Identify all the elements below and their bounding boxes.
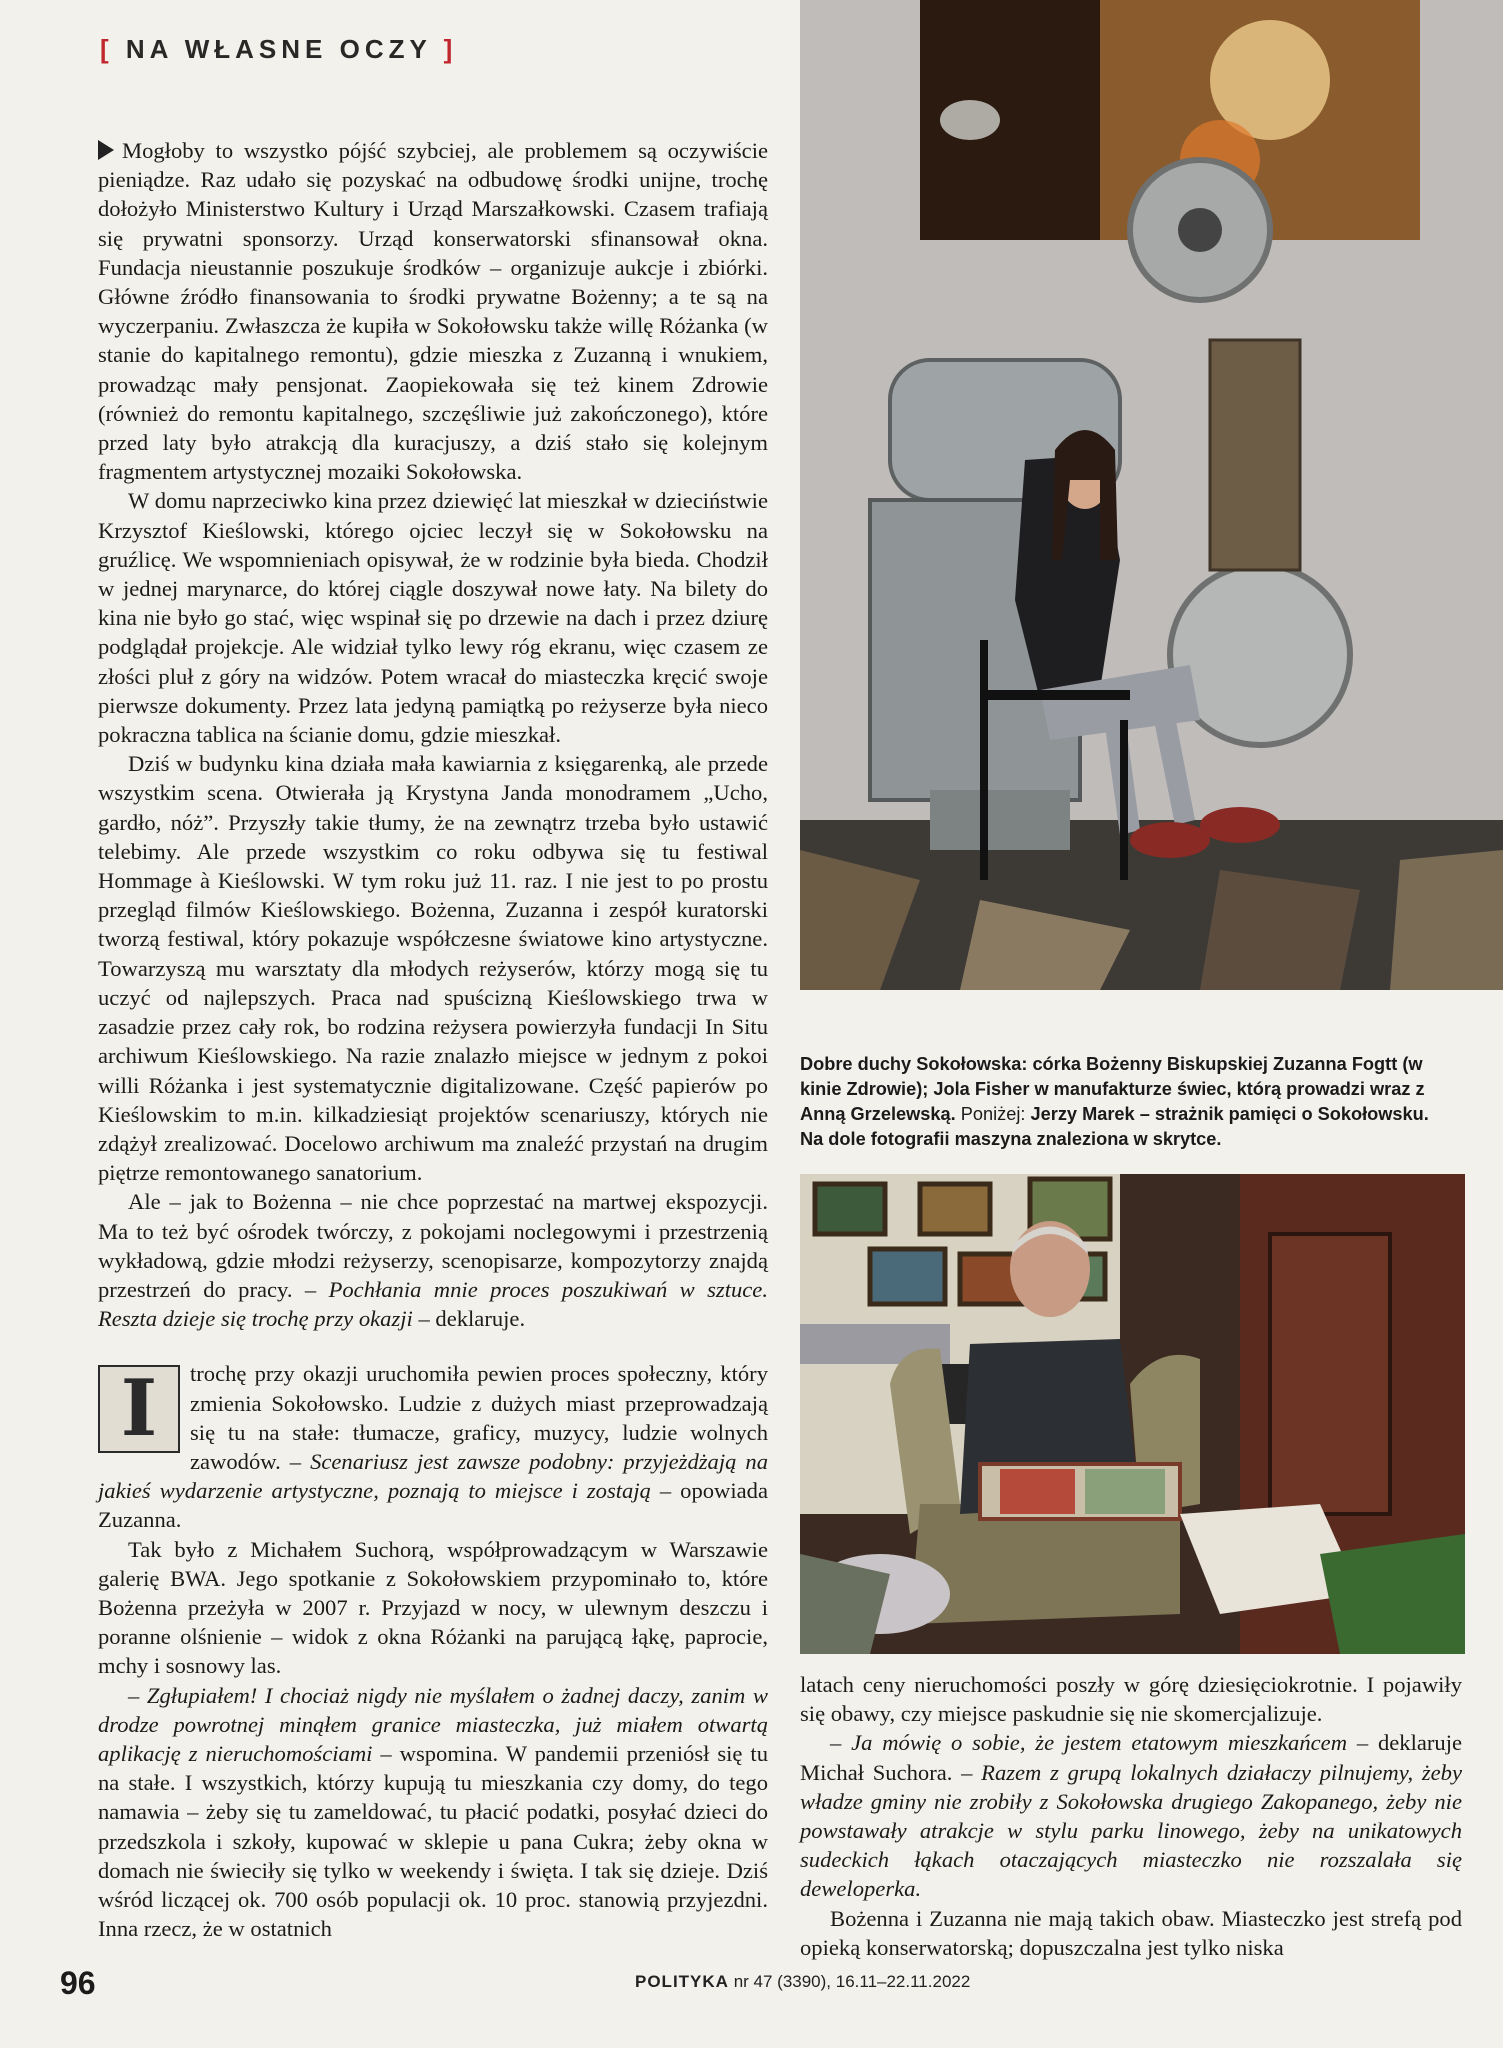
- col2-paragraph-1: latach ceny nieruchomości poszły w górę dziesięciokrotnie. I pojawiły się obawy, czy miejsce paskudnie się nie skomercjalizuje.: [800, 1672, 1462, 1727]
- paragraph-4-text: Ale – jak to Bożenna – nie chce poprzestać na martwej ekspozycji. Ma to też być ośrodek twórczy, z pokojami noclegowymi i przestrzenią wykładową, gdzie młodzi reżyserzy, scenopisarze, kompozytorzy znajdą przestrzeń do pracy. –: [98, 1189, 768, 1302]
- paragraph-4-tail: – deklaruje.: [418, 1306, 526, 1332]
- col2-paragraph-2: [800, 1728, 1462, 1903]
- paragraph-6: Tak było z Michałem Suchorą, współprowadzącym w Warszawie galerię BWA. Jego spotkanie z Sokołowskiem przypominało to, które Bożenna przeżyła w 2007 r. Przyjazd w nocy, w ulewnym deszczu i poranne olśnienie – widok z okna Różanki na parującą łąkę, paprocie, mchy i sosnowy las.: [98, 1536, 768, 1679]
- section-tag: [100, 34, 457, 65]
- main-column: [98, 136, 768, 1943]
- paragraph-5-quote: Scenariusz jest zawsze podobny: przyjeżdżają na jakieś wydarzenie artystyczne, poznają to miejsce i zostają: [98, 1448, 768, 1504]
- magazine-name: POLITYKA: [635, 1972, 729, 1991]
- section-break: [98, 1333, 768, 1359]
- paragraph-1-text: Mogłoby to wszystko pójść szybciej, ale problemem są oczywiście pieniądze. Raz udało się pozyskać na odbudowę środki unijne, trochę dołożyło Ministerstwo Kultury i Urząd Marszałkowski. Czasem trafiają się prywatni sponsorzy. Urząd konserwatorski sfinansował okna. Fundacja nieustannie poszukuje środków – organizuje aukcje i zbiórki. Główne źródło finansowania to środki prywatne Bożenny; a te są na wyczerpaniu. Zwłaszcza że kupiła w Sokołowsku także willę Różanka (w stanie do kapitalnego remontu), gdzie mieszka z Zuzanną i wnukiem, prowadząc mały pensjonat. Zaopiekowała się też kinem Zdrowie (również do remontu kapitalnego, szczęśliwie już zakończonego), które przed laty było atrakcją dla kuracjuszy, a dziś stało się kolejnym fragmentem artystycznej mozaiki Sokołowska.: [98, 138, 768, 485]
- page-number: 96: [60, 1965, 96, 2001]
- col2-quote: – Ja mówię o sobie, że jestem etatowym mieszkańcem: [830, 1730, 1348, 1756]
- photo-projector: [800, 0, 1503, 990]
- section-title: NA WŁASNE OCZY: [125, 34, 432, 64]
- caption-label: Poniżej:: [960, 1104, 1026, 1124]
- col2-paragraph-3: Bożenna i Zuzanna nie mają takich obaw. Miasteczko jest strefą pod opieką konserwatorską; dopuszczalna jest tylko niska: [800, 1905, 1462, 1960]
- paragraph-3: Dziś w budynku kina działa mała kawiarnia z księgarenką, ale przede wszystkim scena. Otwierała ją Krystyna Janda monodramem „Ucho, gardło, nóż”. Przyszły takie tłumy, że na zewnątrz trzeba było ustawić telebimy. Ale przede wszystkim co roku odbywa się tu festiwal Hommage à Kieślowski. W tym roku już 11. raz. I nie jest to po prostu przegląd filmów Kieślowskiego. Bożenna, Zuzanna i zespół kuratorski tworzą festiwal, który pokazuje współczesne światowe kino artystyczne. Towarzyszą mu warsztaty dla młodych reżyserów, którzy mogą się tu uczyć od najlepszych. Praca nad spuścizną Kieślowskiego trwa w zasadzie przez cały rok, bo rodzina reżysera powierzyła fundacji In Situ archiwum Kieślowskiego. Na razie znalazło miejsce w jednym z pokoi willi Różanka i jest systematycznie digitalizowane. Część papierów po Kieślowskim to m.in. kilkadziesiąt projektów scenariuszy, których nie zdążył zrealizować. Docelowo archiwum ma znaleźć przystań na drugim piętrze remontowanego sanatorium.: [98, 751, 768, 1186]
- paragraph-1: [98, 136, 768, 486]
- issue-info: nr 47 (3390), 16.11–22.11.2022: [733, 1972, 971, 1991]
- paragraph-5-tail: – opowiada Zuzanna.: [98, 1478, 768, 1533]
- photo-armchair: [800, 1174, 1465, 1654]
- col2-text: – deklaruje Michał Suchora. –: [800, 1730, 1462, 1785]
- caption-text-2: Jerzy Marek – strażnik pamięci o Sokołowsku. Na dole fotografii maszyna znaleziona w skrytce.: [800, 1104, 1429, 1149]
- paragraph-4: [98, 1187, 768, 1333]
- paragraph-5: [98, 1359, 768, 1534]
- continuation-arrow-icon: [98, 140, 114, 160]
- footer-masthead: [635, 1972, 970, 1992]
- paragraph-7-quote: – Zgłupiałem! I chociaż nigdy nie myślałem o żadnej daczy, zanim w drodze powrotnej minąłem granice miasteczka, już miałem otwartą aplikację z nieruchomościami: [98, 1682, 768, 1766]
- bracket-open: [: [100, 34, 114, 64]
- col2-quote-2: Razem z grupą lokalnych działaczy pilnujemy, żeby władze gminy nie zrobiły z Sokołowska drugiego Zakopanego, żeby nie powstawały atrakcje w stylu parku linowego, żeby na unikatowych sudeckich łąkach otaczających miasteczko nie rozszalała się deweloperka.: [800, 1759, 1462, 1902]
- paragraph-2: W domu naprzeciwko kina przez dziewięć lat mieszkał w dzieciństwie Krzysztof Kieślowski, którego ojciec leczył się w Sokołowsku na gruźlicę. We wspomnieniach opisywał, że w rodzinie była bieda. Chodził w jednej marynarce, do której ciągle doszywał nowe łaty. Na bilety do kina nie było go stać, więc wspinał się po drzewie na dach i przez dziurę podglądał projekcje. Ale widział tylko lewy róg ekranu, więc czasem ze złości pluł z góry na widzów. Potem wracał do miasteczka kręcić swoje pierwsze dokumenty. Przez lata jedyną pamiątką po reżyserze była nieco pokraczna tablica na ścianie domu, gdzie mieszkał.: [98, 488, 768, 748]
- bracket-close: ]: [443, 34, 458, 64]
- paragraph-5-text: trochę przy okazji uruchomiła pewien proces społeczny, który zmienia Sokołowsko. Ludzie z dużych miast przeprowadzają się tu na stałe: tłumacze, graficy, muzycy, ludzie wolnych zawodów. –: [190, 1361, 768, 1474]
- paragraph-4-quote: Pochłania mnie proces poszukiwań w sztuce. Reszta dzieje się trochę przy okazji: [98, 1276, 768, 1332]
- drop-cap: I: [98, 1365, 180, 1453]
- photo-caption: [800, 1052, 1455, 1152]
- second-column: [800, 1670, 1462, 1962]
- paragraph-7: [98, 1681, 768, 1944]
- paragraph-7-text: – wspomina. W pandemii przeniósł się tu na stałe. I wszystkich, którzy kupują tu mieszkania czy domy, do tego namawia – żeby się tu zameldować, tu płacić podatki, posyłać dzieci do przedszkola i szkoły, kupować w sklepie u pana Cukra; żeby okna w domach nie świeciły się tylko w weekendy i święta. I tak się dzieje. Dziś wśród liczącej ok. 700 osób populacji ok. 10 proc. stanowią przyjezdni. Inna rzecz, że w ostatnich: [98, 1740, 768, 1942]
- caption-text: Dobre duchy Sokołowska: córka Bożenny Biskupskiej Zuzanna Fogtt (w kinie Zdrowie); Jola Fisher w manufakturze świec, którą prowadzi wraz z Anną Grzelewską.: [800, 1054, 1425, 1124]
